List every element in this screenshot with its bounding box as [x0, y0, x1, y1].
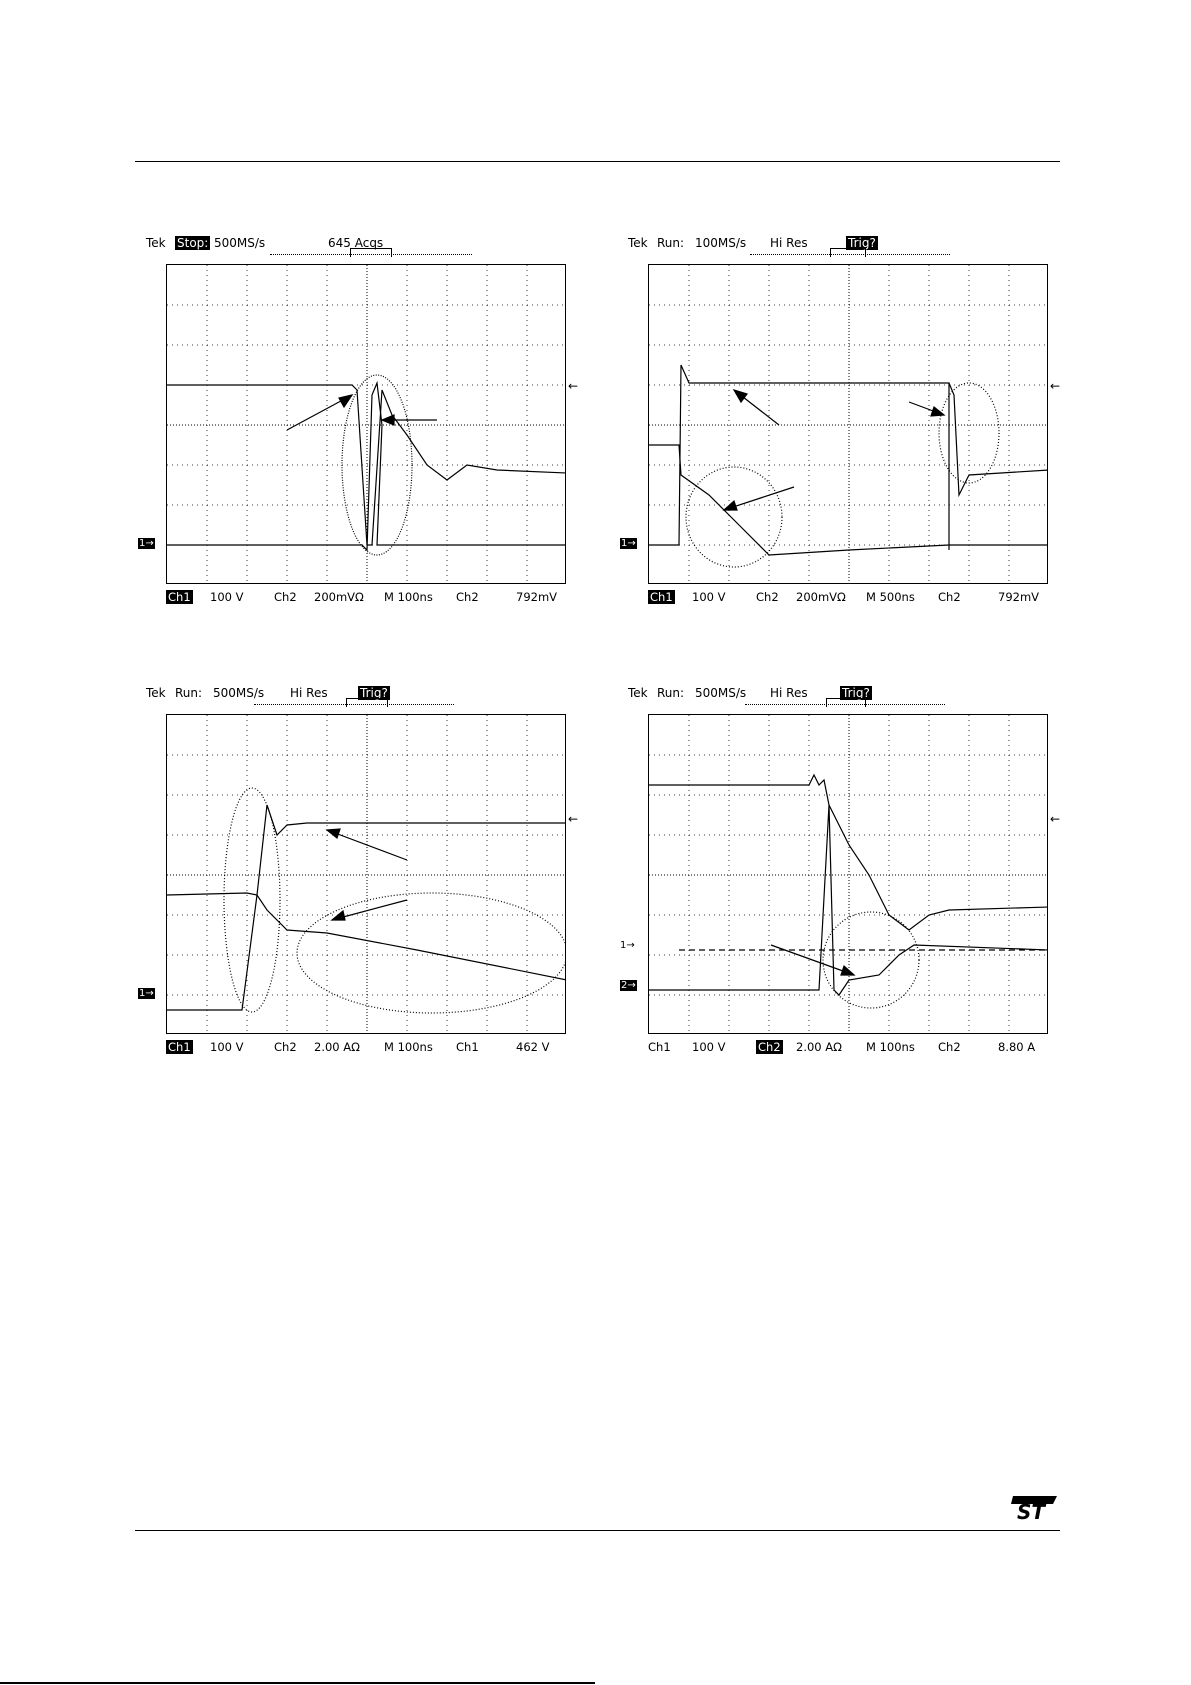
ch1-scale: 100 V [692, 590, 726, 604]
acq-state: Run: [657, 686, 685, 700]
brand-label: Tek [146, 686, 166, 700]
ch2-trace [649, 805, 1048, 995]
trigger-source: Ch2 [938, 1040, 961, 1054]
scope-2 [620, 234, 1060, 606]
st-logo-text: ST [1017, 1500, 1046, 1522]
sample-rate: 100MS/s [695, 236, 747, 250]
scope-screen [648, 714, 1048, 1034]
footer-rule [135, 1530, 1060, 1531]
trigger-level: 8.80 A [998, 1040, 1036, 1054]
acq-mode: Hi Res [770, 686, 808, 700]
scope-3 [138, 684, 578, 1056]
acq-mode: Hi Res [290, 686, 328, 700]
scope-screen [166, 264, 566, 584]
sample-rate: 500MS/s [213, 686, 265, 700]
ch2-ground-marker: 2→ [621, 980, 636, 991]
trigger-level: 792mV [516, 590, 558, 604]
ch2-label: Ch2 [274, 590, 297, 604]
header-rule [135, 161, 1060, 162]
page-bottom-rule [0, 1682, 595, 1684]
sample-rate: 500MS/s [695, 686, 747, 700]
ch1-trace [649, 775, 1048, 930]
brand-label: Tek [628, 686, 648, 700]
acq-state: Stop: [177, 236, 209, 250]
ch2-label: Ch2 [274, 1040, 297, 1054]
timebase: M 500ns [866, 590, 915, 604]
st-logo [1003, 1492, 1059, 1522]
scope-1 [138, 234, 578, 606]
trigger-level: 462 V [516, 1040, 550, 1054]
acq-mode: 645 Acqs [328, 236, 384, 250]
timebase: M 100ns [866, 1040, 915, 1054]
ch1-label: Ch1 [650, 590, 673, 604]
trigger-source: Ch2 [938, 590, 961, 604]
trigger-level-icon: ← [1050, 812, 1061, 826]
ch1-label: Ch1 [648, 1040, 671, 1054]
scope-footer [166, 1040, 566, 1056]
trigger-status: Trig? [848, 236, 876, 250]
trigger-level-icon: ← [568, 812, 579, 826]
ch1-scale: 100 V [210, 1040, 244, 1054]
ch1-ground-marker: 1→ [620, 940, 635, 951]
ch2-label: Ch2 [758, 1040, 781, 1054]
trigger-status: Trig? [842, 686, 870, 700]
ch1-scale: 100 V [692, 1040, 726, 1054]
ch1-ground-marker: 1→ [139, 538, 154, 549]
scope-4 [620, 684, 1060, 1056]
ch1-ground-marker: 1→ [139, 988, 154, 999]
scope-footer [648, 1040, 1048, 1056]
ch2-scale: 2.00 AΩ [314, 1040, 360, 1054]
trigger-source: Ch2 [456, 590, 479, 604]
scope-screen [648, 264, 1048, 584]
brand-label: Tek [628, 236, 648, 250]
ch1-label: Ch1 [168, 1040, 191, 1054]
acq-state: Run: [657, 236, 685, 250]
acq-mode: Hi Res [770, 236, 808, 250]
trigger-level: 792mV [998, 590, 1040, 604]
timebase: M 100ns [384, 1040, 433, 1054]
ch1-ground-marker: 1→ [621, 538, 636, 549]
ch2-scale: 200mVΩ [796, 590, 846, 604]
trigger-status: Trig? [360, 686, 388, 700]
ch1-scale: 100 V [210, 590, 244, 604]
timebase: M 100ns [384, 590, 433, 604]
acq-state: Run: [175, 686, 203, 700]
trigger-level-icon: ← [568, 379, 579, 393]
ch2-scale: 2.00 AΩ [796, 1040, 842, 1054]
ch2-scale: 200mVΩ [314, 590, 364, 604]
ch1-label: Ch1 [168, 590, 191, 604]
ch2-trace [167, 893, 566, 980]
scope-screen [166, 714, 566, 1034]
sample-rate: 500MS/s [214, 236, 266, 250]
scope-footer [648, 590, 1048, 606]
trigger-level-icon: ← [1050, 379, 1061, 393]
trigger-source: Ch1 [456, 1040, 479, 1054]
brand-label: Tek [146, 236, 166, 250]
scope-footer [166, 590, 566, 606]
ch2-label: Ch2 [756, 590, 779, 604]
